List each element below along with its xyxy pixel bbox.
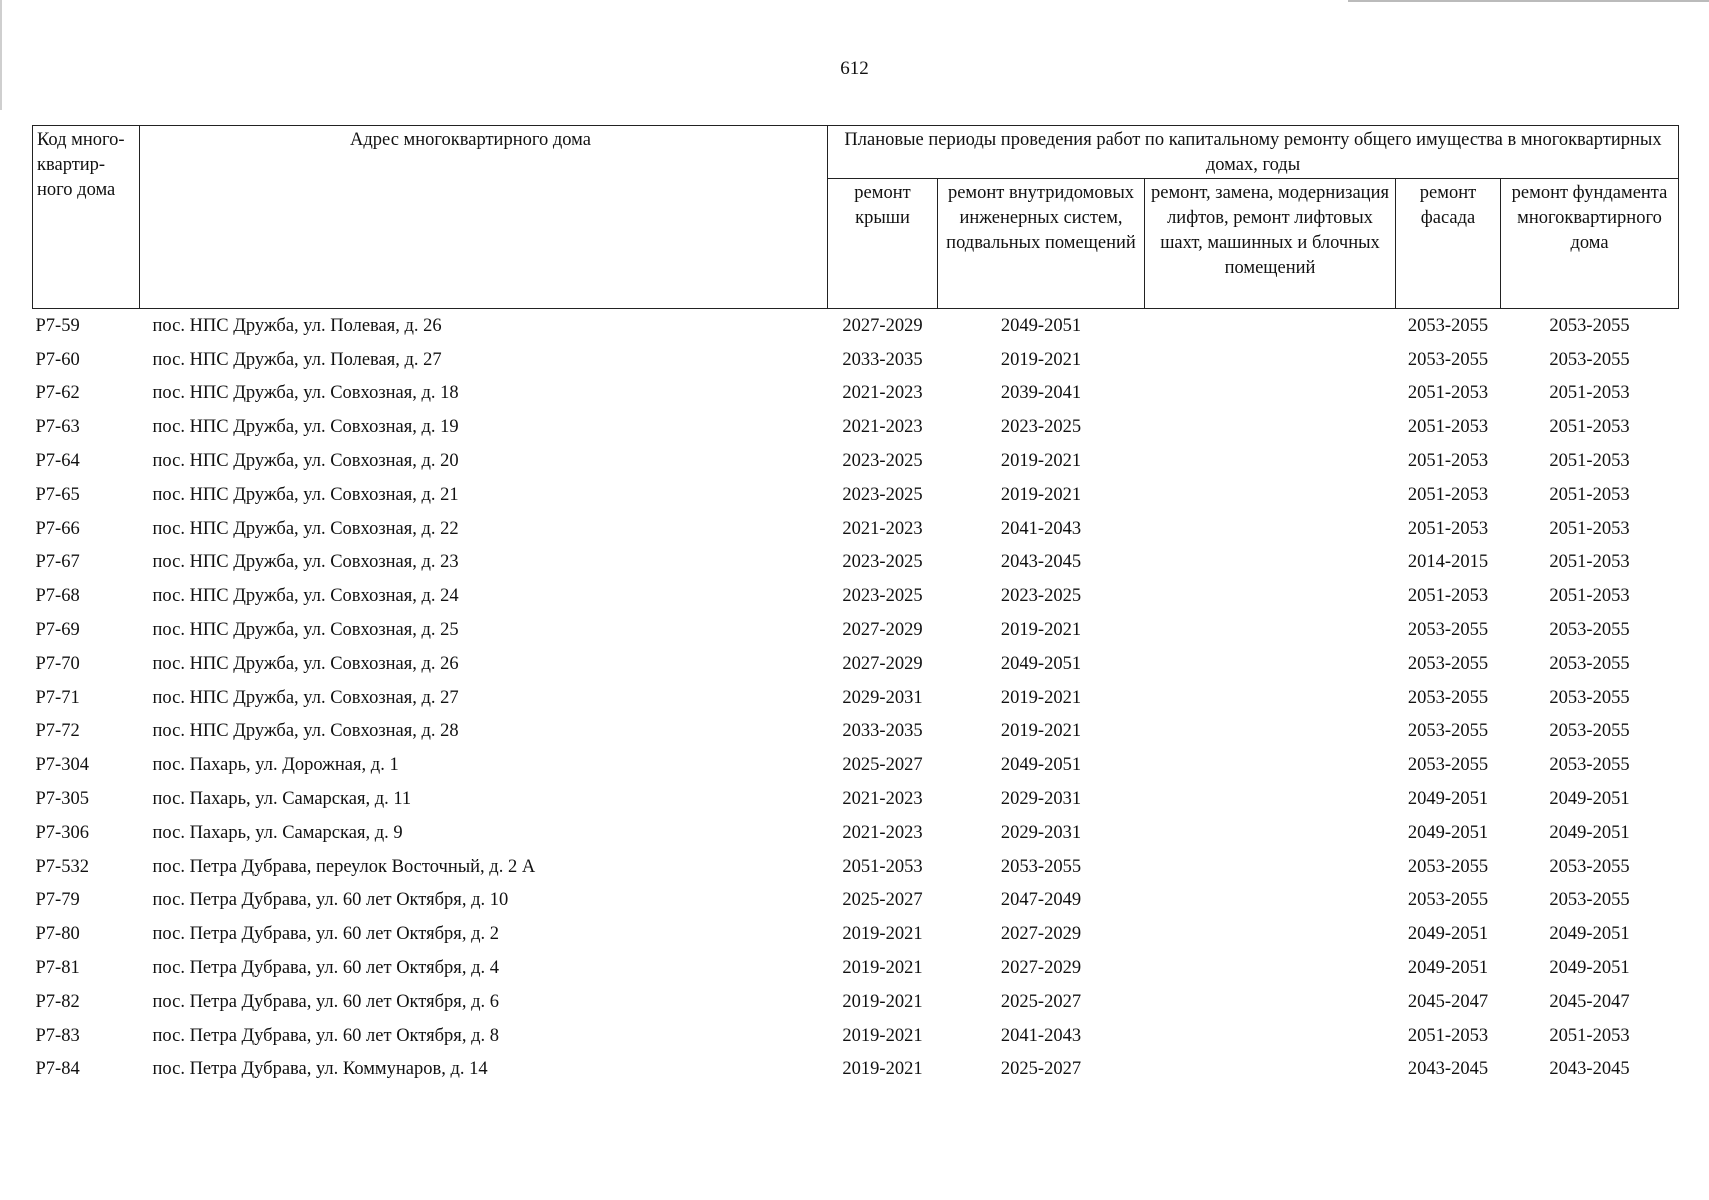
cell-foundation: 2053-2055 [1549,755,1630,776]
cell-address: пос. Петра Дубрава, переулок Восточный, д. 2 А [152,856,536,877]
cell-facade: 2053-2055 [1407,620,1489,641]
cell-roof: 2021-2023 [842,822,923,843]
cell-facade: 2043-2045 [1407,1059,1489,1080]
table-row [33,647,1679,681]
table-row [33,782,1679,816]
cell-elevators [1145,647,1396,681]
cell-roof: 2027-2029 [842,653,923,674]
cell-engineering: 2019-2021 [1000,451,1082,472]
header-engineering: ремонт внутридомовых инженерных систем, подвальных помещений [938,179,1145,309]
cell-elevators [1145,951,1396,985]
cell-address: пос. Петра Дубрава, ул. 60 лет Октября, д. 10 [152,890,509,911]
cell-facade: 2051-2053 [1407,451,1489,472]
header-periods-group: Плановые периоды проведения работ по капитальному ремонту общего имущества в многоквартирных домах, годы [828,126,1679,179]
capital-repair-table [32,125,1679,1086]
cell-foundation: 2053-2055 [1549,315,1630,336]
cell-address: пос. Петра Дубрава, ул. 60 лет Октября, д. 8 [152,1025,499,1046]
cell-engineering: 2025-2027 [1000,1059,1082,1080]
header-code: Код много-квартир-ного дома [33,126,140,309]
cell-address: пос. НПС Дружба, ул. Совхозная, д. 18 [152,383,459,404]
table-row [33,748,1679,782]
scan-edge-mark [1348,0,1709,2]
cell-engineering: 2023-2025 [1000,417,1082,438]
cell-address: пос. НПС Дружба, ул. Совхозная, д. 22 [152,518,459,539]
table-row [33,444,1679,478]
cell-foundation: 2053-2055 [1549,856,1630,877]
cell-address: пос. НПС Дружба, ул. Совхозная, д. 28 [152,721,459,742]
cell-code: Р7-67 [35,552,80,573]
cell-engineering: 2043-2045 [1000,552,1082,573]
cell-facade: 2051-2053 [1407,417,1489,438]
cell-facade: 2053-2055 [1407,687,1489,708]
cell-facade: 2014-2015 [1407,552,1489,573]
cell-address: пос. Петра Дубрава, ул. Коммунаров, д. 14 [152,1059,488,1080]
cell-address: пос. НПС Дружба, ул. Совхозная, д. 24 [152,586,459,607]
cell-roof: 2027-2029 [842,315,923,336]
cell-code: Р7-64 [35,451,80,472]
cell-code: Р7-84 [35,1059,80,1080]
cell-roof: 2019-2021 [842,991,923,1012]
cell-engineering: 2041-2043 [1000,1025,1082,1046]
cell-code: Р7-532 [35,856,89,877]
cell-code: Р7-69 [35,620,80,641]
cell-code: Р7-82 [35,991,80,1012]
cell-address: пос. НПС Дружба, ул. Совхозная, д. 25 [152,620,459,641]
cell-elevators [1145,985,1396,1019]
cell-elevators [1145,715,1396,749]
cell-facade: 2049-2051 [1407,822,1489,843]
cell-code: Р7-65 [35,484,80,505]
table-row [33,512,1679,546]
cell-foundation: 2051-2053 [1549,586,1630,607]
cell-address: пос. НПС Дружба, ул. Совхозная, д. 19 [152,417,459,438]
cell-engineering: 2029-2031 [1000,822,1082,843]
cell-engineering: 2053-2055 [1000,856,1082,877]
cell-code: Р7-70 [35,653,80,674]
cell-facade: 2045-2047 [1407,991,1489,1012]
cell-roof: 2025-2027 [842,890,923,911]
table-row [33,377,1679,411]
cell-engineering: 2027-2029 [1000,958,1082,979]
table-row [33,917,1679,951]
table-row [33,343,1679,377]
cell-elevators [1145,1019,1396,1053]
header-address: Адрес многоквартирного дома [140,126,828,309]
cell-foundation: 2051-2053 [1549,383,1630,404]
cell-address: пос. НПС Дружба, ул. Совхозная, д. 21 [152,484,459,505]
cell-elevators [1145,546,1396,580]
header-foundation: ремонт фундамента многоквартирного дома [1501,179,1679,309]
table-row [33,579,1679,613]
cell-facade: 2053-2055 [1407,856,1489,877]
cell-address: пос. НПС Дружба, ул. Полевая, д. 26 [152,315,442,336]
cell-roof: 2019-2021 [842,1059,923,1080]
header-roof: ремонт крыши [828,179,938,309]
cell-elevators [1145,444,1396,478]
cell-engineering: 2047-2049 [1000,890,1082,911]
cell-facade: 2051-2053 [1407,383,1489,404]
cell-address: пос. Пахарь, ул. Дорожная, д. 1 [152,755,399,776]
scan-edge-mark [0,0,2,110]
cell-engineering: 2029-2031 [1000,789,1082,810]
cell-elevators [1145,343,1396,377]
cell-engineering: 2049-2051 [1000,755,1082,776]
cell-elevators [1145,884,1396,918]
cell-facade: 2053-2055 [1407,755,1489,776]
cell-code: Р7-63 [35,417,80,438]
cell-address: пос. Петра Дубрава, ул. 60 лет Октября, д. 6 [152,991,499,1012]
cell-elevators [1145,410,1396,444]
table-row [33,715,1679,749]
cell-address: пос. НПС Дружба, ул. Совхозная, д. 26 [152,653,459,674]
cell-elevators [1145,782,1396,816]
cell-facade: 2049-2051 [1407,924,1489,945]
table-row [33,884,1679,918]
cell-facade: 2051-2053 [1407,586,1489,607]
cell-facade: 2051-2053 [1407,484,1489,505]
cell-code: Р7-304 [35,755,89,776]
table-row [33,478,1679,512]
cell-roof: 2033-2035 [842,721,923,742]
header-facade: ремонт фасада [1396,179,1501,309]
cell-engineering: 2041-2043 [1000,518,1082,539]
cell-elevators [1145,1053,1396,1087]
cell-elevators [1145,512,1396,546]
cell-foundation: 2051-2053 [1549,1025,1630,1046]
cell-roof: 2019-2021 [842,1025,923,1046]
cell-foundation: 2051-2053 [1549,518,1630,539]
cell-roof: 2029-2031 [842,687,923,708]
cell-facade: 2049-2051 [1407,958,1489,979]
cell-foundation: 2049-2051 [1549,924,1630,945]
capital-repair-table-wrap [32,125,1679,1086]
cell-code: Р7-66 [35,518,80,539]
cell-foundation: 2053-2055 [1549,890,1630,911]
cell-roof: 2027-2029 [842,620,923,641]
cell-foundation: 2051-2053 [1549,417,1630,438]
table-row [33,1019,1679,1053]
cell-code: Р7-72 [35,721,80,742]
cell-address: пос. НПС Дружба, ул. Полевая, д. 27 [152,349,442,370]
cell-address: пос. НПС Дружба, ул. Совхозная, д. 20 [152,451,459,472]
cell-elevators [1145,850,1396,884]
cell-roof: 2033-2035 [842,349,923,370]
cell-code: Р7-306 [35,822,89,843]
cell-foundation: 2053-2055 [1549,687,1630,708]
cell-foundation: 2053-2055 [1549,653,1630,674]
cell-engineering: 2027-2029 [1000,924,1082,945]
cell-foundation: 2045-2047 [1549,991,1630,1012]
table-row [33,613,1679,647]
cell-engineering: 2039-2041 [1000,383,1082,404]
cell-code: Р7-305 [35,789,89,810]
cell-facade: 2049-2051 [1407,789,1489,810]
cell-elevators [1145,579,1396,613]
cell-foundation: 2053-2055 [1549,620,1630,641]
table-row [33,410,1679,444]
table-row [33,850,1679,884]
cell-foundation: 2051-2053 [1549,484,1630,505]
cell-foundation: 2049-2051 [1549,789,1630,810]
cell-code: Р7-79 [35,890,80,911]
cell-elevators [1145,816,1396,850]
cell-engineering: 2019-2021 [1000,620,1082,641]
cell-facade: 2053-2055 [1407,653,1489,674]
cell-facade: 2053-2055 [1407,315,1489,336]
page-number: 612 [840,58,869,79]
cell-elevators [1145,748,1396,782]
cell-address: пос. Петра Дубрава, ул. 60 лет Октября, д. 2 [152,924,499,945]
cell-elevators [1145,681,1396,715]
cell-roof: 2021-2023 [842,518,923,539]
cell-roof: 2023-2025 [842,451,923,472]
table-row [33,309,1679,343]
cell-roof: 2025-2027 [842,755,923,776]
cell-roof: 2023-2025 [842,552,923,573]
cell-roof: 2021-2023 [842,417,923,438]
table-row [33,985,1679,1019]
cell-engineering: 2019-2021 [1000,349,1082,370]
cell-address: пос. НПС Дружба, ул. Совхозная, д. 23 [152,552,459,573]
cell-address: пос. Петра Дубрава, ул. 60 лет Октября, д. 4 [152,958,499,979]
cell-roof: 2023-2025 [842,586,923,607]
cell-elevators [1145,613,1396,647]
cell-foundation: 2051-2053 [1549,552,1630,573]
cell-facade: 2053-2055 [1407,721,1489,742]
cell-roof: 2019-2021 [842,924,923,945]
cell-facade: 2051-2053 [1407,1025,1489,1046]
cell-roof: 2021-2023 [842,383,923,404]
cell-elevators [1145,309,1396,343]
cell-address: пос. Пахарь, ул. Самарская, д. 11 [152,789,412,810]
cell-code: Р7-68 [35,586,80,607]
table-row [33,681,1679,715]
cell-engineering: 2019-2021 [1000,721,1082,742]
cell-elevators [1145,917,1396,951]
cell-foundation: 2049-2051 [1549,958,1630,979]
cell-code: Р7-83 [35,1025,80,1046]
cell-facade: 2051-2053 [1407,518,1489,539]
cell-address: пос. Пахарь, ул. Самарская, д. 9 [152,822,403,843]
cell-foundation: 2051-2053 [1549,451,1630,472]
table-body [33,309,1679,1087]
cell-engineering: 2019-2021 [1000,687,1082,708]
cell-engineering: 2025-2027 [1000,991,1082,1012]
cell-foundation: 2053-2055 [1549,721,1630,742]
cell-roof: 2023-2025 [842,484,923,505]
cell-roof: 2051-2053 [842,856,923,877]
table-header [33,126,1679,309]
cell-foundation: 2043-2045 [1549,1059,1630,1080]
cell-code: Р7-59 [35,315,80,336]
cell-code: Р7-71 [35,687,80,708]
cell-engineering: 2019-2021 [1000,484,1082,505]
cell-facade: 2053-2055 [1407,349,1489,370]
cell-code: Р7-80 [35,924,80,945]
cell-engineering: 2023-2025 [1000,586,1082,607]
cell-engineering: 2049-2051 [1000,315,1082,336]
table-row [33,816,1679,850]
table-row [33,951,1679,985]
cell-facade: 2053-2055 [1407,890,1489,911]
cell-code: Р7-60 [35,349,80,370]
cell-elevators [1145,478,1396,512]
table-row [33,546,1679,580]
table-row [33,1053,1679,1087]
cell-foundation: 2053-2055 [1549,349,1630,370]
cell-code: Р7-62 [35,383,80,404]
cell-elevators [1145,377,1396,411]
cell-code: Р7-81 [35,958,80,979]
header-elevators: ремонт, замена, модернизация лифтов, ремонт лифтовых шахт, машинных и блочных помещений [1145,179,1396,309]
cell-roof: 2021-2023 [842,789,923,810]
cell-address: пос. НПС Дружба, ул. Совхозная, д. 27 [152,687,459,708]
cell-foundation: 2049-2051 [1549,822,1630,843]
cell-engineering: 2049-2051 [1000,653,1082,674]
cell-roof: 2019-2021 [842,958,923,979]
